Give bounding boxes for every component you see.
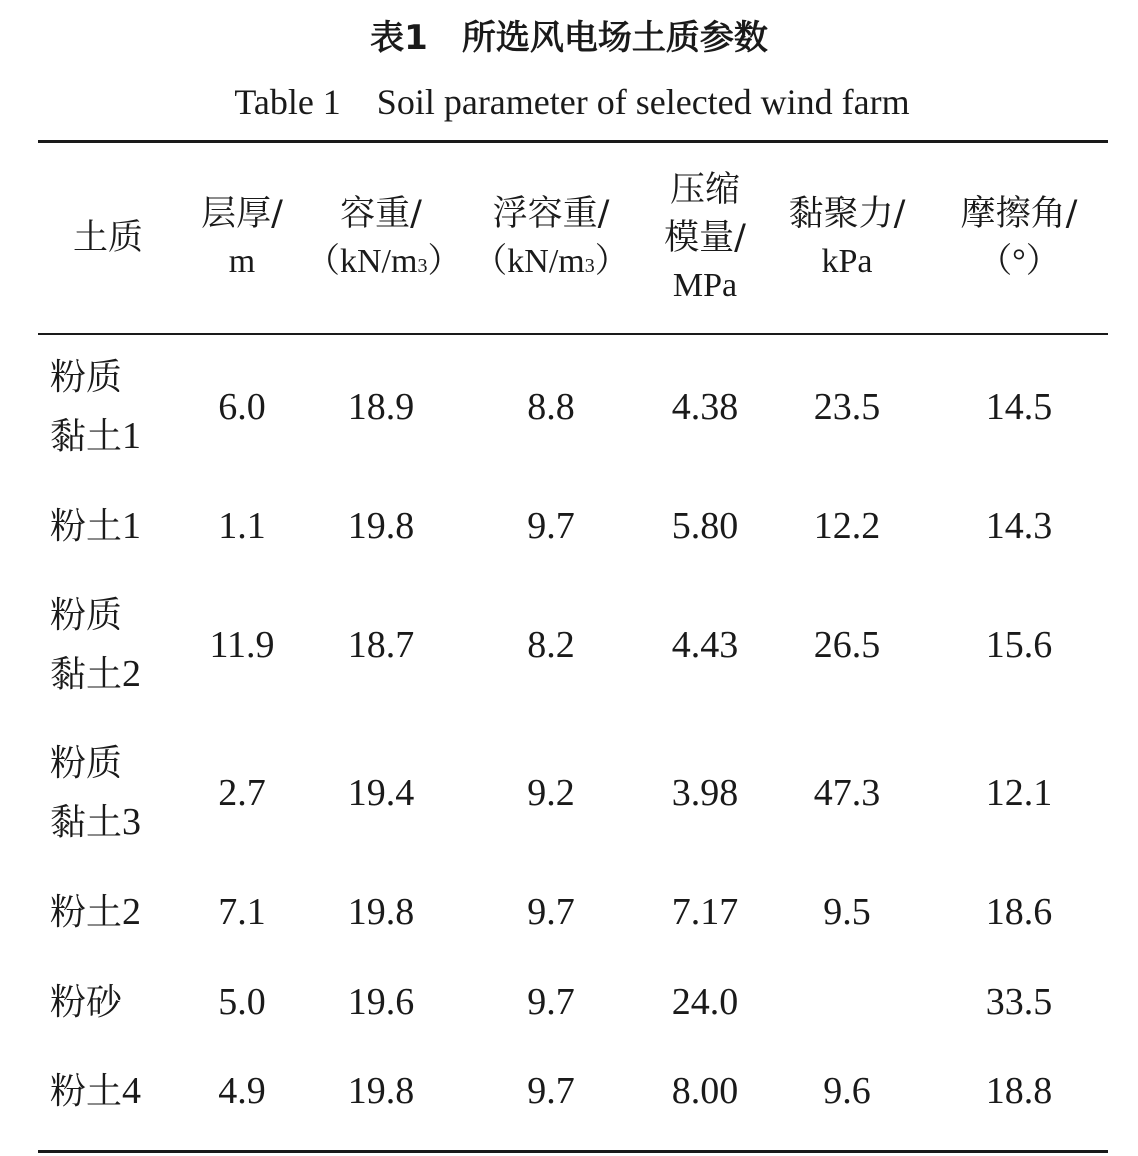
soil-name-number: 3 — [122, 800, 142, 843]
thickness-cell: 5.0 — [218, 981, 266, 1023]
buoyant-weight-cell: 9.7 — [527, 505, 575, 547]
header-compression-modulus — [646, 143, 764, 333]
cohesion-cell: 12.2 — [813, 505, 881, 547]
soil-name-line2 — [50, 645, 178, 704]
soil-name — [38, 867, 178, 957]
friction-angle-cell: 12.1 — [985, 772, 1053, 814]
thickness-cell: 2.7 — [218, 772, 266, 814]
header-cohesion-unit: kPa — [821, 243, 873, 280]
friction-angle-cell: 14.5 — [985, 386, 1053, 428]
table-row — [38, 571, 1108, 719]
header-buoyant-weight-label: 浮容重/ — [492, 194, 610, 234]
table-row — [38, 719, 1108, 867]
unit-text: （kN/m — [306, 243, 418, 280]
buoyant-weight-cell: 9.7 — [527, 1070, 575, 1112]
unit-weight-cell: 19.8 — [347, 891, 415, 933]
cohesion-cell: 26.5 — [813, 624, 881, 666]
soil-name-number: 4 — [122, 1069, 142, 1112]
soil-name-text: 粉砂 — [50, 981, 123, 1023]
soil-parameter-table — [38, 143, 1108, 1135]
compression-modulus-cell: 8.00 — [671, 1070, 739, 1112]
compression-modulus-cell: 24.0 — [671, 981, 739, 1023]
soil-name — [38, 957, 178, 1047]
unit-text: （kN/m — [473, 243, 585, 280]
thickness-cell: 4.9 — [218, 1070, 266, 1112]
unit-weight-cell: 18.7 — [347, 624, 415, 666]
soil-name-text: 粉土 — [50, 1070, 123, 1112]
header-friction-angle-label: 摩擦角/ — [960, 194, 1078, 234]
table-row — [38, 957, 1108, 1047]
header-friction-angle — [930, 143, 1108, 333]
table-title-cn: 表1 所选风电场土质参数 — [370, 18, 768, 58]
header-cohesion-label: 黏聚力/ — [788, 194, 906, 234]
buoyant-weight-cell: 9.7 — [527, 891, 575, 933]
compression-modulus-cell: 7.17 — [671, 891, 739, 933]
unit-weight-cell: 19.6 — [347, 981, 415, 1023]
table-row — [38, 1047, 1108, 1135]
soil-name-number: 1 — [122, 414, 142, 457]
header-buoyant-weight — [456, 143, 646, 333]
compression-modulus-cell: 5.80 — [671, 505, 739, 547]
header-compression-modulus-unit: MPa — [672, 267, 738, 304]
friction-angle-cell: 18.6 — [985, 891, 1053, 933]
soil-name-number: 2 — [122, 652, 142, 695]
soil-name-text: 粉土 — [50, 505, 123, 547]
soil-name-line1: 粉质 — [50, 594, 123, 636]
friction-angle-cell: 14.3 — [985, 505, 1053, 547]
buoyant-weight-cell: 9.7 — [527, 981, 575, 1023]
soil-name-text: 黏土 — [50, 415, 123, 457]
compression-modulus-cell: 3.98 — [671, 772, 739, 814]
soil-name-number: 1 — [122, 504, 142, 547]
soil-name — [38, 333, 178, 481]
thickness-cell: 1.1 — [218, 505, 266, 547]
buoyant-weight-cell: 8.8 — [527, 386, 575, 428]
soil-name-line1: 粉质 — [50, 742, 123, 784]
soil-name — [38, 1047, 178, 1135]
header-unit-weight-label: 容重/ — [340, 194, 422, 234]
header-thickness-label: 层厚/ — [201, 194, 283, 234]
buoyant-weight-cell: 9.2 — [527, 772, 575, 814]
soil-name — [38, 571, 178, 719]
table-title-en: Table 1 Soil parameter of selected wind farm — [234, 82, 910, 122]
soil-name — [38, 481, 178, 571]
cohesion-cell: 9.6 — [823, 1070, 871, 1112]
table-row — [38, 867, 1108, 957]
unit-exponent: 3 — [417, 255, 428, 277]
cohesion-cell: 9.5 — [823, 891, 871, 933]
soil-name-text: 粉土 — [50, 891, 123, 933]
header-compression-modulus-line2: 模量/ — [664, 218, 746, 258]
soil-name — [38, 719, 178, 867]
header-soil — [38, 143, 178, 333]
soil-name-line2 — [50, 793, 178, 852]
header-thickness-unit: m — [228, 243, 256, 280]
cohesion-cell: 23.5 — [813, 386, 881, 428]
friction-angle-cell: 33.5 — [985, 981, 1053, 1023]
friction-angle-cell: 18.8 — [985, 1070, 1053, 1112]
unit-close: ） — [427, 243, 462, 280]
header-compression-modulus-line1: 压缩 — [669, 170, 740, 210]
table-row — [38, 333, 1108, 481]
header-friction-angle-unit: （°） — [978, 243, 1060, 280]
unit-weight-cell: 19.8 — [347, 505, 415, 547]
cohesion-cell — [764, 957, 930, 1047]
friction-angle-cell: 15.6 — [985, 624, 1053, 666]
soil-name-text: 黏土 — [50, 801, 123, 843]
table-row — [38, 481, 1108, 571]
bottom-rule — [38, 1150, 1108, 1153]
soil-name-line1: 粉质 — [50, 356, 123, 398]
header-cohesion — [764, 143, 930, 333]
compression-modulus-cell: 4.43 — [671, 624, 739, 666]
compression-modulus-cell: 4.38 — [671, 386, 739, 428]
header-unit-weight — [306, 143, 462, 333]
thickness-cell: 7.1 — [218, 891, 266, 933]
thickness-cell: 6.0 — [218, 386, 266, 428]
unit-close: ） — [594, 243, 629, 280]
unit-weight-cell: 19.4 — [347, 772, 415, 814]
cohesion-cell: 47.3 — [813, 772, 881, 814]
header-buoyant-weight-unit — [456, 238, 646, 286]
header-unit-weight-unit — [306, 238, 462, 286]
buoyant-weight-cell: 8.2 — [527, 624, 575, 666]
header-soil-label: 土质 — [72, 218, 143, 258]
soil-name-number: 2 — [122, 890, 142, 933]
unit-weight-cell: 19.8 — [347, 1070, 415, 1112]
unit-weight-cell: 18.9 — [347, 386, 415, 428]
header-row — [38, 143, 1108, 333]
unit-exponent: 3 — [584, 255, 595, 277]
soil-name-line2 — [50, 407, 178, 466]
soil-name-text: 黏土 — [50, 653, 123, 695]
header-thickness — [178, 143, 306, 333]
thickness-cell: 11.9 — [209, 624, 275, 666]
